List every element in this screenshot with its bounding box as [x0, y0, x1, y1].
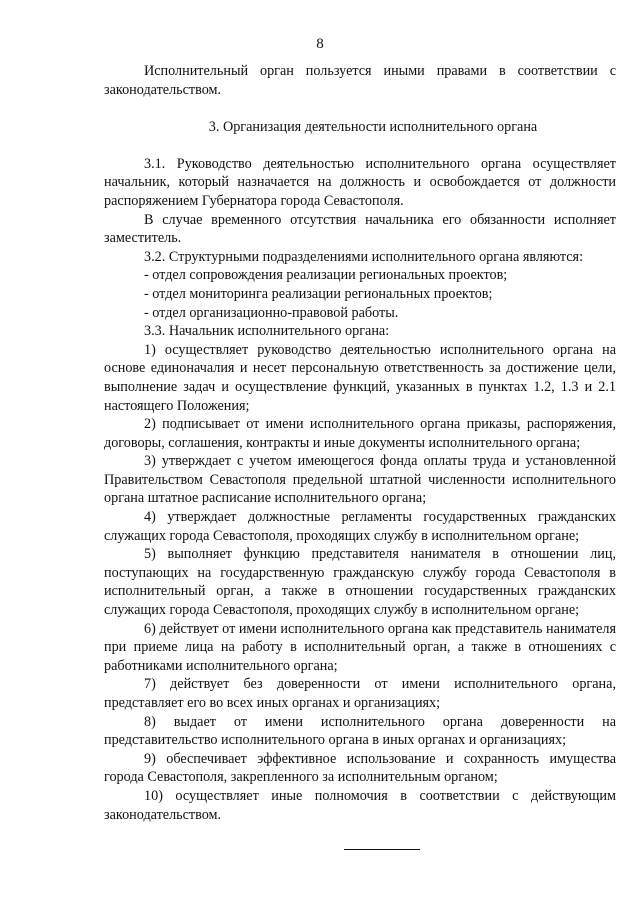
paragraph-3-2: 3.2. Структурными подразделениями исполнительного органа являются: [144, 248, 584, 265]
document-body [104, 62, 616, 824]
power-item-1: 1) осуществляет руководство деятельностью исполнительного органа на основе единоначалия и несет персональную ответственность за достижение цели, выполнение задач и осуществление функций, указанных в пунктах 1.2, 1.3 и 2.1 настоящего Положения; [104, 341, 616, 414]
power-item-9: 9) обеспечивает эффективное использование и сохранность имущества города Севастополя, закрепленного за исполнительным органом; [104, 750, 616, 786]
paragraph-deputy: В случае временного отсутствия начальника его обязанности исполняет заместитель. [104, 211, 616, 247]
power-item-6: 6) действует от имени исполнительного органа как представитель нанимателя при приеме лица на работу в исполнительный орган, а также в отношениях с работниками исполнительного органа; [104, 620, 616, 674]
power-item-3: 3) утверждает с учетом имеющегося фонда оплаты труда и установленной Правительством Севастополя предельной штатной численности исполнительного органа штатное расписание исполнительного органа; [104, 453, 616, 507]
power-item-8: 8) выдает от имени исполнительного органа доверенности на представительство исполнительного органа в иных органах и организациях; [104, 713, 616, 749]
end-divider [344, 849, 420, 850]
paragraph-3-3: 3.3. Начальник исполнительного органа: [144, 323, 390, 340]
power-item-10: 10) осуществляет иные полномочия в соответствии с действующим законодательством. [104, 787, 616, 823]
intro-paragraph: Исполнительный орган пользуется иными правами в соответствии с законодательством. [104, 63, 616, 98]
list-item-department-3: - отдел организационно-правовой работы. [144, 304, 399, 321]
section-title: 3. Организация деятельности исполнительного органа [208, 119, 538, 136]
power-item-4: 4) утверждает должностные регламенты государственных гражданских служащих города Севастополя, проходящих службу в исполнительном органе; [104, 509, 616, 544]
power-item-5: 5) выполняет функцию представителя нанимателя в отношении лиц, поступающих на государственную гражданскую службу города Севастополя в исполнительный орган, а также в отношении государственных гражданских служащих города Севастополя, проходящих службу в исполнительном органе; [104, 546, 616, 619]
power-item-2: 2) подписывает от имени исполнительного органа приказы, распоряжения, договоры, соглашения, контракты и иные документы исполнительного органа; [104, 416, 616, 451]
paragraph-3-1: 3.1. Руководство деятельностью исполнительного органа осуществляет начальник, который назначается на должность и освобождается от должности распоряжением Губернатора города Севастополя. [104, 155, 616, 209]
power-item-7: 7) действует без доверенности от имени исполнительного органа, представляет его во всех иных органах и организациях; [104, 676, 616, 711]
list-item-department-2: - отдел мониторинга реализации региональных проектов; [144, 285, 493, 302]
page-number: 8 [316, 36, 324, 52]
list-item-department-1: - отдел сопровождения реализации региональных проектов; [144, 267, 508, 284]
